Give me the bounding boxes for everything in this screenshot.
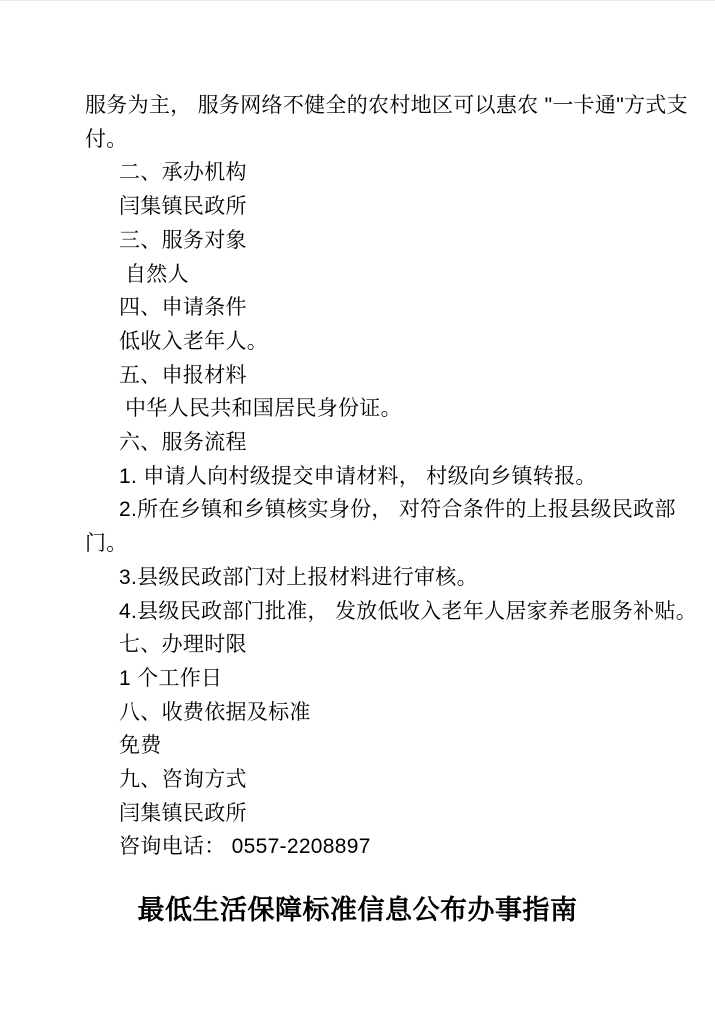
text-line: 闫集镇民政所	[119, 195, 247, 219]
text-line: 付。	[85, 127, 128, 151]
text-line: 三、服务对象	[119, 228, 247, 252]
text-line: 闫集镇民政所	[119, 801, 247, 825]
text-line: 七、办理时限	[119, 633, 247, 657]
text-line: 中华人民共和国居民身份证。	[125, 397, 402, 421]
text-line: 门。	[85, 532, 128, 556]
document-body	[85, 89, 698, 864]
text-line: 六、服务流程	[119, 431, 247, 455]
text-line: 免费	[119, 734, 162, 758]
text-line: 3.县级民政部门对上报材料进行审核。	[119, 565, 478, 589]
text-line: 1 个工作日	[119, 666, 223, 690]
text-line: 服务为主， 服务网络不健全的农村地区可以惠农 "一卡通"方式支	[85, 94, 688, 117]
text-line: 2.所在乡镇和乡镇核实身份， 对符合条件的上报县级民政部	[119, 498, 676, 522]
text-line: 四、申请条件	[119, 296, 247, 320]
text-line: 1. 申请人向村级提交申请材料， 村级向乡镇转报。	[119, 464, 597, 488]
text-line: 九、咨询方式	[119, 768, 247, 792]
text-line: 五、申报材料	[119, 363, 247, 387]
text-line: 低收入老年人。	[119, 329, 269, 353]
text-line: 自然人	[125, 262, 189, 286]
text-line: 二、承办机构	[119, 161, 247, 185]
text-line: 咨询电话： 0557-2208897	[119, 835, 371, 859]
text-line: 4.县级民政部门批准， 发放低收入老年人居家养老服务补贴。	[119, 599, 698, 623]
document-title: 最低生活保障标准信息公布办事指南	[137, 895, 578, 925]
text-line: 八、收费依据及标准	[119, 700, 311, 724]
